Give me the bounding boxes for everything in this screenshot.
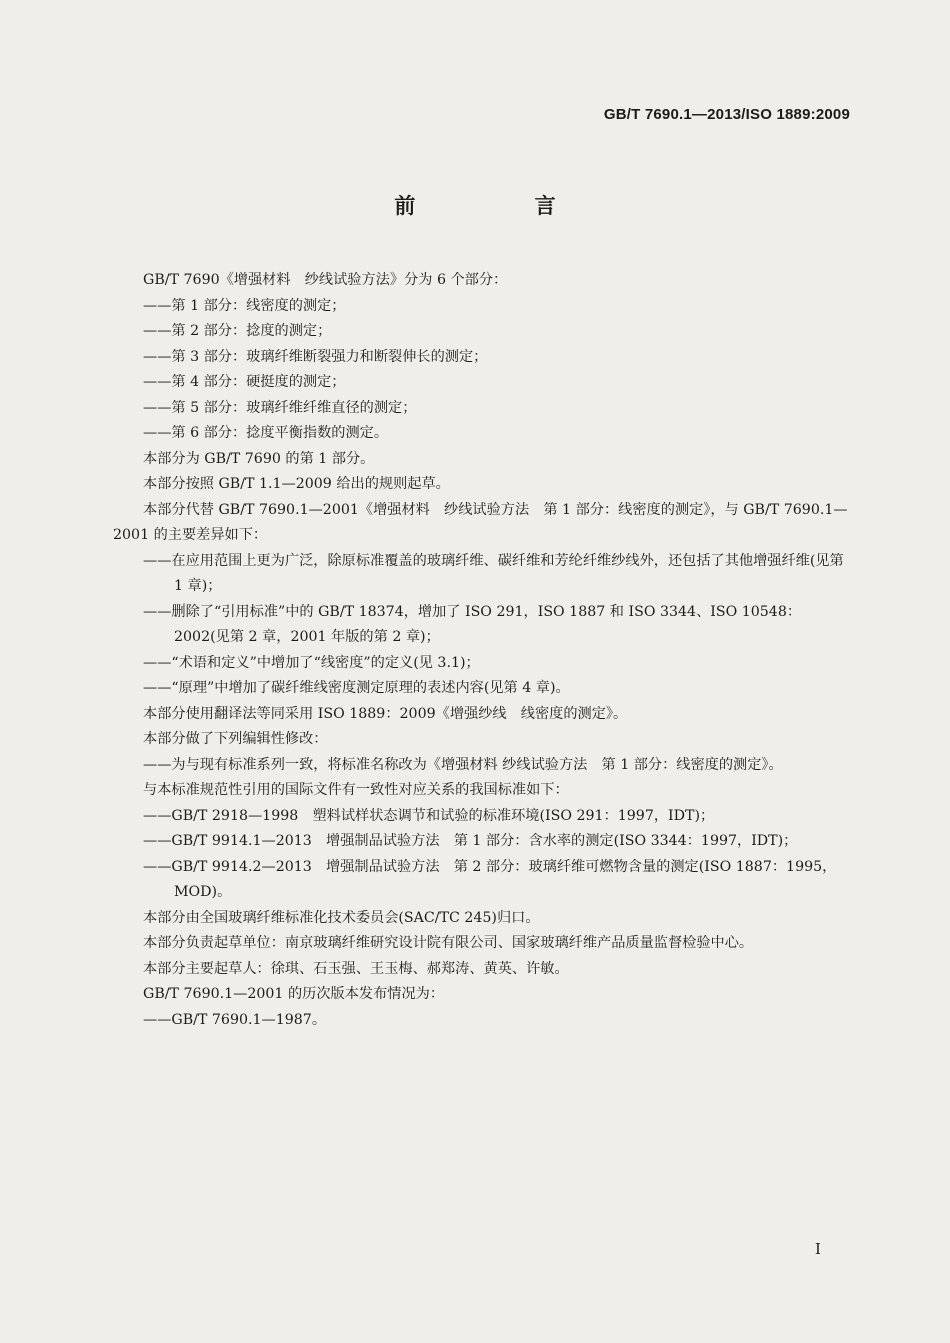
page-number: I <box>815 1240 821 1258</box>
page-title: 前 言 <box>394 194 612 218</box>
paragraph: 本部分做了下列编辑性修改： <box>143 731 328 747</box>
list-item: ——第 4 部分：硬挺度的测定； <box>143 374 346 390</box>
paragraph: 本部分使用翻译法等同采用 ISO 1889：2009《增强纱线 线密度的测定》。 <box>143 705 628 722</box>
list-item: ——第 2 部分：捻度的测定； <box>143 323 332 339</box>
list-item: ——GB/T 9914.2—2013 增强制品试验方法 第 2 部分：玻璃纤维可燃物含量的测定(ISO 1887：1995，MOD)。 <box>143 858 837 900</box>
list-item: ——为与现有标准系列一致，将标准名称改为《增强材料 纱线试验方法 第 1 部分：线密度的测定》。 <box>143 756 783 773</box>
list-item: ——“术语和定义”中增加了“线密度”的定义(见 3.1)； <box>143 654 480 671</box>
paragraph: 与本标准规范性引用的国际文件有一致性对应关系的我国标准如下： <box>143 782 569 798</box>
paragraph: GB/T 7690《增强材料 纱线试验方法》分为 6 个部分： <box>143 272 508 288</box>
standard-number-header: GB/T 7690.1—2013/ISO 1889:2009 <box>603 106 850 123</box>
paragraph: GB/T 7690.1—2001 的历次版本发布情况为： <box>143 986 445 1002</box>
list-item: ——在应用范围上更为广泛，除原标准覆盖的玻璃纤维、碳纤维和芳纶纤维纱线外，还包括了其他增强纤维(见第 1 章)； <box>143 552 844 594</box>
list-item: ——GB/T 7690.1—1987。 <box>143 1011 327 1028</box>
paragraph: 本部分主要起草人：徐琪、石玉强、王玉梅、郝郑涛、黄英、许敏。 <box>143 960 569 977</box>
foreword-body <box>113 268 850 1033</box>
list-item: ——第 6 部分：捻度平衡指数的测定。 <box>143 425 389 441</box>
list-item: ——第 1 部分：线密度的测定； <box>143 297 346 314</box>
list-item: ——删除了“引用标准”中的 GB/T 18374，增加了 ISO 291，ISO 1887 和 ISO 3344、ISO 10548：2002(见第 2 章，2001 年版的第 2 章)； <box>143 603 802 645</box>
list-item: ——第 3 部分：玻璃纤维断裂强力和断裂伸长的测定； <box>143 348 488 365</box>
list-item: ——第 5 部分：玻璃纤维纤维直径的测定； <box>143 399 417 416</box>
list-item: ——“原理”中增加了碳纤维线密度测定原理的表述内容(见第 4 章)。 <box>143 680 570 696</box>
list-item: ——GB/T 9914.1—2013 增强制品试验方法 第 1 部分：含水率的测定(ISO 3344：1997，IDT)； <box>143 833 798 849</box>
paragraph: 本部分由全国玻璃纤维标准化技术委员会(SAC/TC 245)归口。 <box>143 909 540 926</box>
paragraph: 本部分负责起草单位：南京玻璃纤维研究设计院有限公司、国家玻璃纤维产品质量监督检验中心。 <box>143 935 754 951</box>
paragraph: 本部分按照 GB/T 1.1—2009 给出的规则起草。 <box>143 476 450 492</box>
paragraph: 本部分为 GB/T 7690 的第 1 部分。 <box>143 450 375 467</box>
paragraph: 本部分代替 GB/T 7690.1—2001《增强材料 纱线试验方法 第 1 部分：线密度的测定》，与 GB/T 7690.1—2001 的主要差异如下： <box>113 501 848 543</box>
list-item: ——GB/T 2918—1998 塑料试样状态调节和试验的标准环境(ISO 291：1997，IDT)； <box>143 807 715 824</box>
